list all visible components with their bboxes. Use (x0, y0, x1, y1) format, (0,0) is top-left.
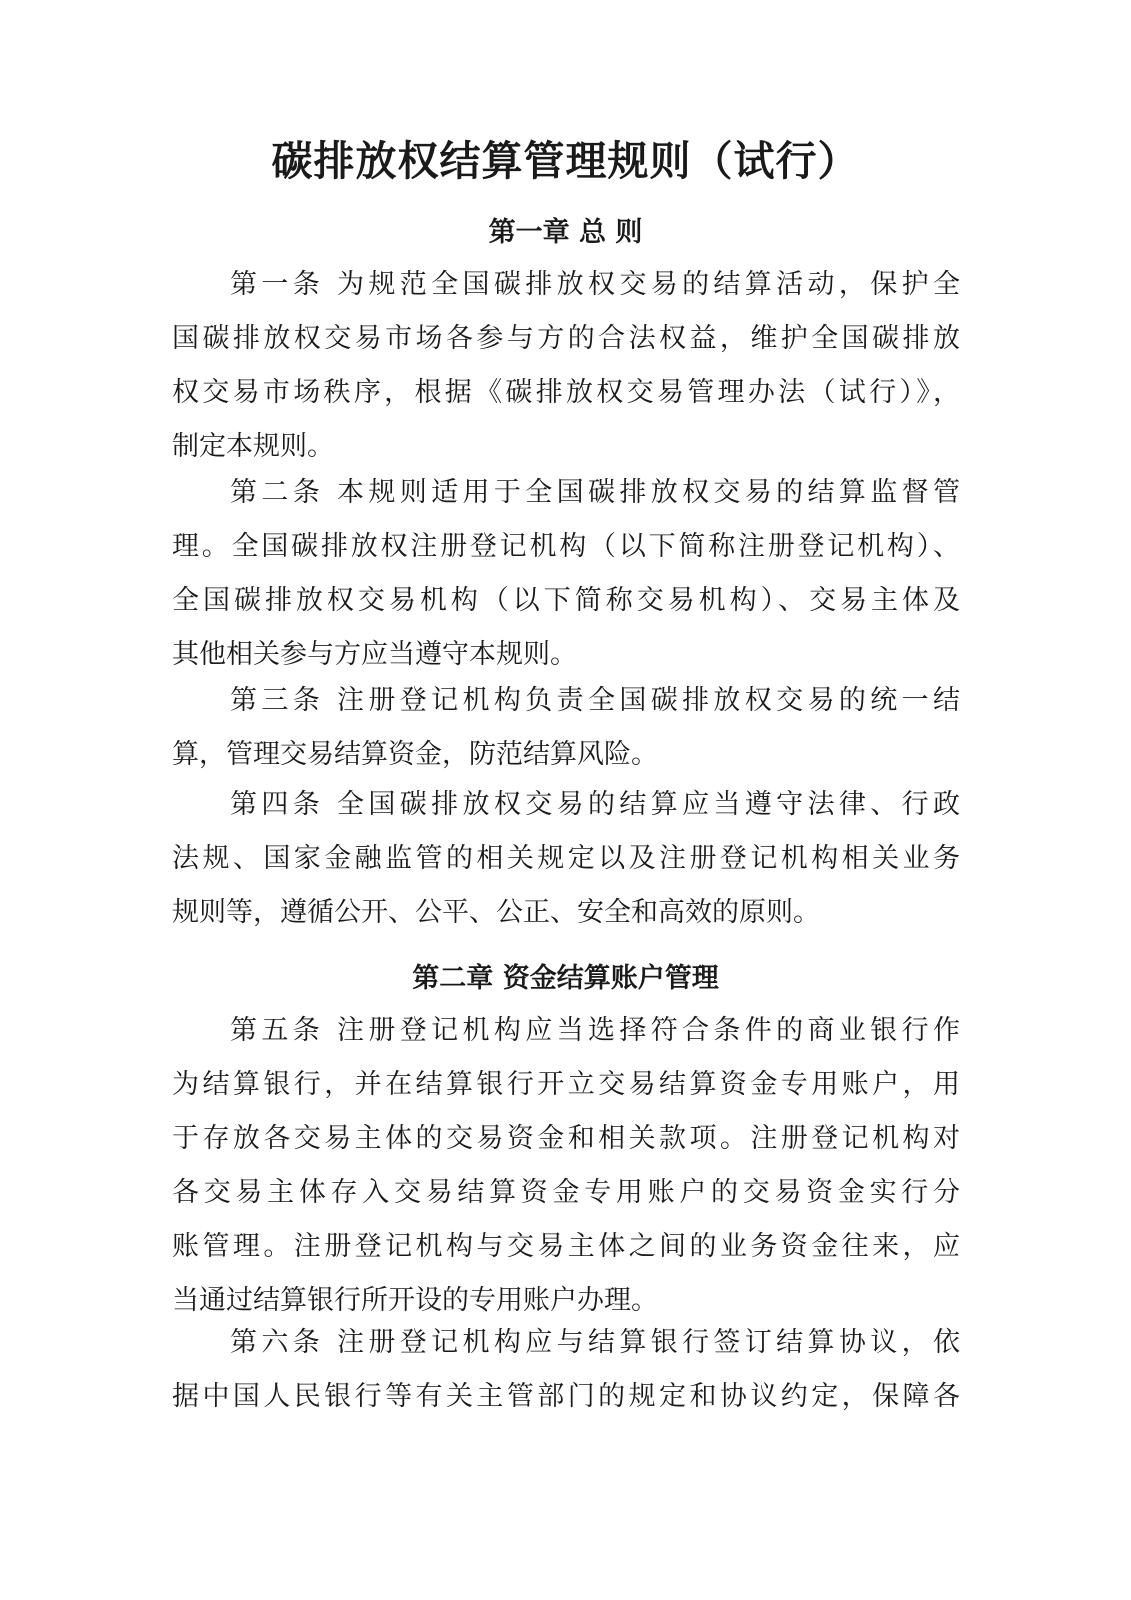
article-line: 第一条 为规范全国碳排放权交易的结算活动，保护全 (230, 269, 960, 300)
article-line: 法规、国家金融监管的相关规定以及注册登记机构相关业务 (172, 843, 960, 874)
article-line: 第四条 全国碳排放权交易的结算应当遵守法律、行政 (230, 789, 960, 820)
article-line: 其他相关参与方应当遵守本规则。 (172, 639, 577, 670)
chapter-heading: 第二章 资金结算账户管理 (412, 963, 719, 994)
article-6 (172, 1316, 960, 1424)
article-line: 全国碳排放权交易机构（以下简称交易机构）、交易主体及 (172, 585, 960, 616)
article-2 (172, 466, 960, 682)
document-title: 碳排放权结算管理规则（试行） (271, 137, 860, 185)
article-3 (172, 674, 960, 782)
article-line: 各交易主体存入交易结算资金专用账户的交易资金实行分 (172, 1177, 960, 1208)
article-line: 当通过结算银行所开设的专用账户办理。 (172, 1285, 658, 1316)
article-line: 制定本规则。 (172, 431, 334, 462)
article-line: 据中国人民银行等有关主管部门的规定和协议约定，保障各 (172, 1381, 960, 1412)
article-line: 权交易市场秩序，根据《碳排放权交易管理办法（试行）》， (172, 377, 960, 408)
article-line: 理。全国碳排放权注册登记机构（以下简称注册登记机构）、 (172, 531, 960, 562)
article-line: 第二条 本规则适用于全国碳排放权交易的结算监督管 (230, 477, 960, 508)
article-line: 第五条 注册登记机构应当选择符合条件的商业银行作 (230, 1015, 960, 1046)
article-1 (172, 258, 960, 474)
chapter-heading: 第一章 总 则 (488, 217, 643, 248)
article-line: 于存放各交易主体的交易资金和相关款项。注册登记机构对 (172, 1123, 960, 1154)
article-line: 第三条 注册登记机构负责全国碳排放权交易的统一结 (230, 685, 960, 716)
article-5 (172, 1004, 960, 1328)
article-4 (172, 778, 960, 940)
article-line: 规则等，遵循公开、公平、公正、安全和高效的原则。 (172, 897, 820, 928)
article-line: 账管理。注册登记机构与交易主体之间的业务资金往来，应 (172, 1231, 960, 1262)
article-line: 为结算银行，并在结算银行开立交易结算资金专用账户，用 (172, 1069, 960, 1100)
article-line: 第六条 注册登记机构应与结算银行签订结算协议，依 (230, 1327, 960, 1358)
article-line: 算，管理交易结算资金，防范结算风险。 (172, 739, 658, 770)
article-line: 国碳排放权交易市场各参与方的合法权益，维护全国碳排放 (172, 323, 960, 354)
